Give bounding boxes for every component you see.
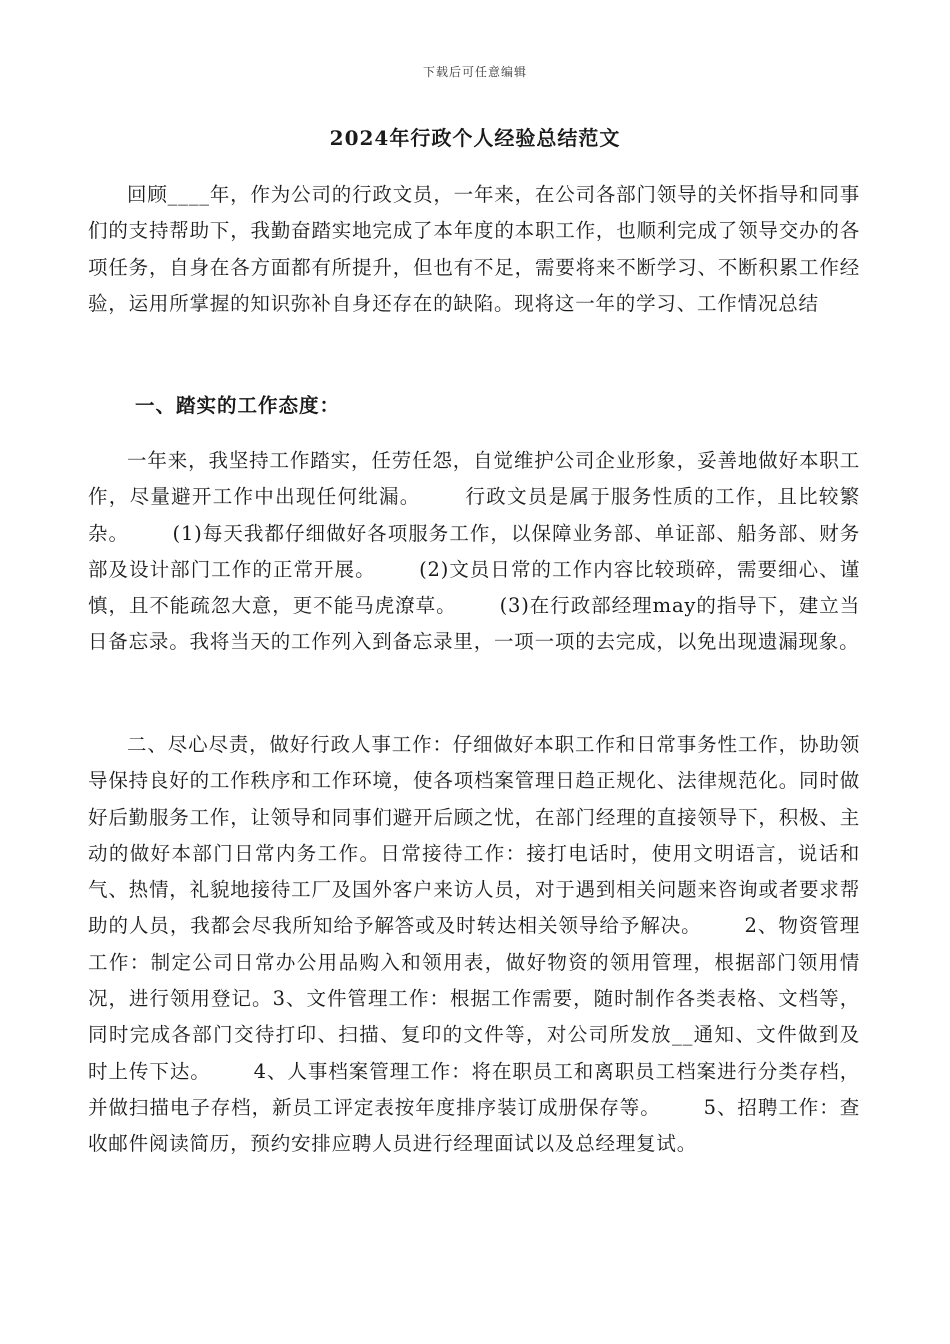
section-1-heading: 一、踏实的工作态度： xyxy=(135,394,341,417)
section-1-paragraph: 一年来，我坚持工作踏实，任劳任怨，自觉维护公司企业形象，妥善地做好本职工作，尽量避开工作中出现任何纰漏。 行政文员是属于服务性质的工作，且比较繁杂。 (1)每天我都仔细做好各项服务工作，以保障业务部、单证部、船务部、财务部及设计部门工作的正常开展。 (2)文员日常的工作内容比较琐碎，需要细心、谨慎，且不能疏忽大意，更不能马虎潦草。 (3)在行政部经理may的指导下，建立当日备忘录。我将当天的工作列入到备忘录里，一项一项的去完成，以免出现遗漏现象。 xyxy=(88,449,860,654)
section-2-paragraph: 二、尽心尽责，做好行政人事工作：仔细做好本职工作和日常事务性工作，协助领导保持良好的工作秩序和工作环境，使各项档案管理日趋正规化、法律规范化。同时做好后勤服务工作，让领导和同事们避开后顾之忧，在部门经理的直接领导下，积极、主动的做好本部门日常内务工作。日常接待工作：接打电话时，使用文明语言，说话和气、热情，礼貌地接待工厂及国外客户来访人员，对于遇到相关问题来咨询或者要求帮助的人员，我都会尽我所知给予解答或及时转达相关领导给予解决。 2、物资管理工作：制定公司日常办公用品购入和领用表，做好物资的领用管理，根据部门领用情况，进行领用登记。3、文件管理工作：根据工作需要，随时制作各类表格、文档等，同时完成各部门交待打印、扫描、复印的文件等，对公司所发放__通知、文件做到及时上传下达。 4、人事档案管理工作：将在职员工和离职员工档案进行分类存档，并做扫描电子存档，新员工评定表按年度排序装订成册保存等。 5、招聘工作：查收邮件阅读简历，预约安排应聘人员进行经理面试以及总经理复试。 xyxy=(88,733,860,1156)
header-note: 下载后可任意编辑 xyxy=(422,65,527,79)
document-title: 2024年行政个人经验总结范文 xyxy=(329,126,621,150)
intro-paragraph: 回顾____年，作为公司的行政文员，一年来，在公司各部门领导的关怀指导和同事们的支持帮助下，我勤奋踏实地完成了本年度的本职工作，也顺利完成了领导交办的各项任务，自身在各方面都有所提升，但也有不足，需要将来不断学习、不断积累工作经验，运用所掌握的知识弥补自身还存在的缺陷。现将这一年的学习、工作情况总结 xyxy=(88,183,860,315)
